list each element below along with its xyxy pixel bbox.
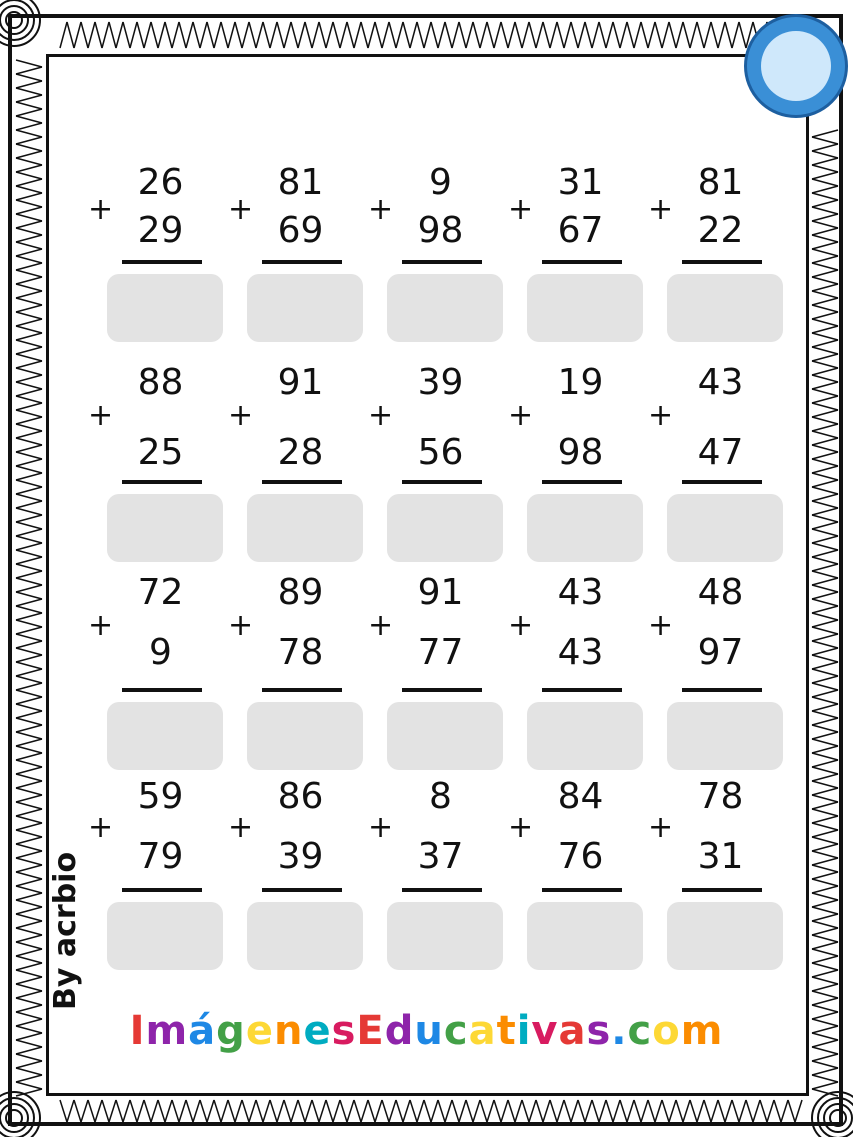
- answer-box[interactable]: [247, 702, 363, 770]
- addend-top: 48: [697, 572, 744, 613]
- plus-sign: +: [88, 810, 114, 845]
- sum-line: [402, 688, 482, 692]
- addition-problem: [648, 572, 788, 772]
- addition-problem: [508, 362, 648, 562]
- addition-problem: [368, 162, 508, 362]
- addend-top: 89: [277, 572, 324, 613]
- addend-bottom: 98: [557, 432, 604, 473]
- addend-top: 19: [557, 362, 604, 403]
- sum-line: [682, 688, 762, 692]
- answer-box[interactable]: [527, 702, 643, 770]
- sum-line: [122, 260, 202, 264]
- logo-badge-icon: [761, 31, 831, 101]
- plus-sign: +: [508, 398, 534, 433]
- brand-footer: ImágenesEducativas.com: [129, 1008, 724, 1054]
- site-logo: [744, 14, 848, 118]
- addend-top: 88: [137, 362, 184, 403]
- addend-bottom: 79: [137, 836, 184, 877]
- answer-box[interactable]: [527, 494, 643, 562]
- addend-bottom: 22: [697, 210, 744, 251]
- plus-sign: +: [508, 608, 534, 643]
- addition-problem: [368, 362, 508, 562]
- plus-sign: +: [228, 398, 254, 433]
- addend-top: 59: [137, 776, 184, 817]
- addend-top: 84: [557, 776, 604, 817]
- plus-sign: +: [228, 608, 254, 643]
- addend-bottom: 47: [697, 432, 744, 473]
- plus-sign: +: [368, 608, 394, 643]
- sum-line: [682, 888, 762, 892]
- addition-problem: [228, 162, 368, 362]
- answer-box[interactable]: [667, 274, 783, 342]
- plus-sign: +: [88, 192, 114, 227]
- addend-top: 43: [697, 362, 744, 403]
- addend-bottom: 97: [697, 632, 744, 673]
- addition-problem: [88, 572, 228, 772]
- answer-box[interactable]: [667, 494, 783, 562]
- addend-bottom: 39: [277, 836, 324, 877]
- addition-problem: [368, 572, 508, 772]
- addition-problem: [508, 776, 648, 976]
- plus-sign: +: [88, 608, 114, 643]
- author-credit: By acrbio: [48, 851, 83, 1010]
- answer-box[interactable]: [667, 702, 783, 770]
- sum-line: [542, 888, 622, 892]
- addend-top: 39: [417, 362, 464, 403]
- answer-box[interactable]: [387, 702, 503, 770]
- plus-sign: +: [648, 608, 674, 643]
- sum-line: [262, 480, 342, 484]
- sum-line: [262, 260, 342, 264]
- answer-box[interactable]: [107, 274, 223, 342]
- addend-bottom: 69: [277, 210, 324, 251]
- addend-top: 91: [277, 362, 324, 403]
- addend-top: 31: [557, 162, 604, 203]
- sum-line: [402, 260, 482, 264]
- sum-line: [262, 888, 342, 892]
- addition-problem: [228, 572, 368, 772]
- answer-box[interactable]: [387, 902, 503, 970]
- answer-box[interactable]: [387, 494, 503, 562]
- addend-top: 91: [417, 572, 464, 613]
- plus-sign: +: [368, 810, 394, 845]
- answer-box[interactable]: [247, 494, 363, 562]
- addend-top: 8: [429, 776, 452, 817]
- answer-box[interactable]: [527, 274, 643, 342]
- addend-bottom: 76: [557, 836, 604, 877]
- addition-problem: [368, 776, 508, 976]
- addition-problem: [228, 776, 368, 976]
- sum-line: [542, 688, 622, 692]
- addition-problem: [648, 162, 788, 362]
- addend-bottom: 98: [417, 210, 464, 251]
- sum-line: [402, 888, 482, 892]
- addend-bottom: 9: [149, 632, 172, 673]
- addend-bottom: 31: [697, 836, 744, 877]
- addend-bottom: 25: [137, 432, 184, 473]
- plus-sign: +: [228, 192, 254, 227]
- addend-top: 72: [137, 572, 184, 613]
- plus-sign: +: [88, 398, 114, 433]
- sum-line: [542, 480, 622, 484]
- addition-problem: [648, 776, 788, 976]
- sum-line: [682, 260, 762, 264]
- plus-sign: +: [508, 810, 534, 845]
- addend-bottom: 78: [277, 632, 324, 673]
- plus-sign: +: [648, 398, 674, 433]
- answer-box[interactable]: [247, 902, 363, 970]
- addition-problem: [88, 776, 228, 976]
- addend-bottom: 28: [277, 432, 324, 473]
- addend-top: 81: [277, 162, 324, 203]
- addend-bottom: 37: [417, 836, 464, 877]
- sum-line: [122, 688, 202, 692]
- answer-box[interactable]: [107, 702, 223, 770]
- addend-bottom: 67: [557, 210, 604, 251]
- plus-sign: +: [368, 398, 394, 433]
- addend-top: 26: [137, 162, 184, 203]
- sum-line: [122, 480, 202, 484]
- sum-line: [262, 688, 342, 692]
- answer-box[interactable]: [107, 494, 223, 562]
- addition-problem: [648, 362, 788, 562]
- addend-top: 86: [277, 776, 324, 817]
- answer-box[interactable]: [387, 274, 503, 342]
- addend-top: 9: [429, 162, 452, 203]
- plus-sign: +: [648, 192, 674, 227]
- answer-box[interactable]: [247, 274, 363, 342]
- addend-top: 81: [697, 162, 744, 203]
- addend-bottom: 77: [417, 632, 464, 673]
- sum-line: [542, 260, 622, 264]
- plus-sign: +: [368, 192, 394, 227]
- sum-line: [122, 888, 202, 892]
- addition-problem: [228, 362, 368, 562]
- answer-box[interactable]: [107, 902, 223, 970]
- addend-top: 43: [557, 572, 604, 613]
- plus-sign: +: [508, 192, 534, 227]
- addend-bottom: 29: [137, 210, 184, 251]
- sum-line: [402, 480, 482, 484]
- addend-bottom: 43: [557, 632, 604, 673]
- answer-box[interactable]: [667, 902, 783, 970]
- sum-line: [682, 480, 762, 484]
- addend-top: 78: [697, 776, 744, 817]
- answer-box[interactable]: [527, 902, 643, 970]
- addition-problem: [88, 162, 228, 362]
- addition-problem: [508, 162, 648, 362]
- addition-problem: [88, 362, 228, 562]
- plus-sign: +: [228, 810, 254, 845]
- plus-sign: +: [648, 810, 674, 845]
- addend-bottom: 56: [417, 432, 464, 473]
- addition-problem: [508, 572, 648, 772]
